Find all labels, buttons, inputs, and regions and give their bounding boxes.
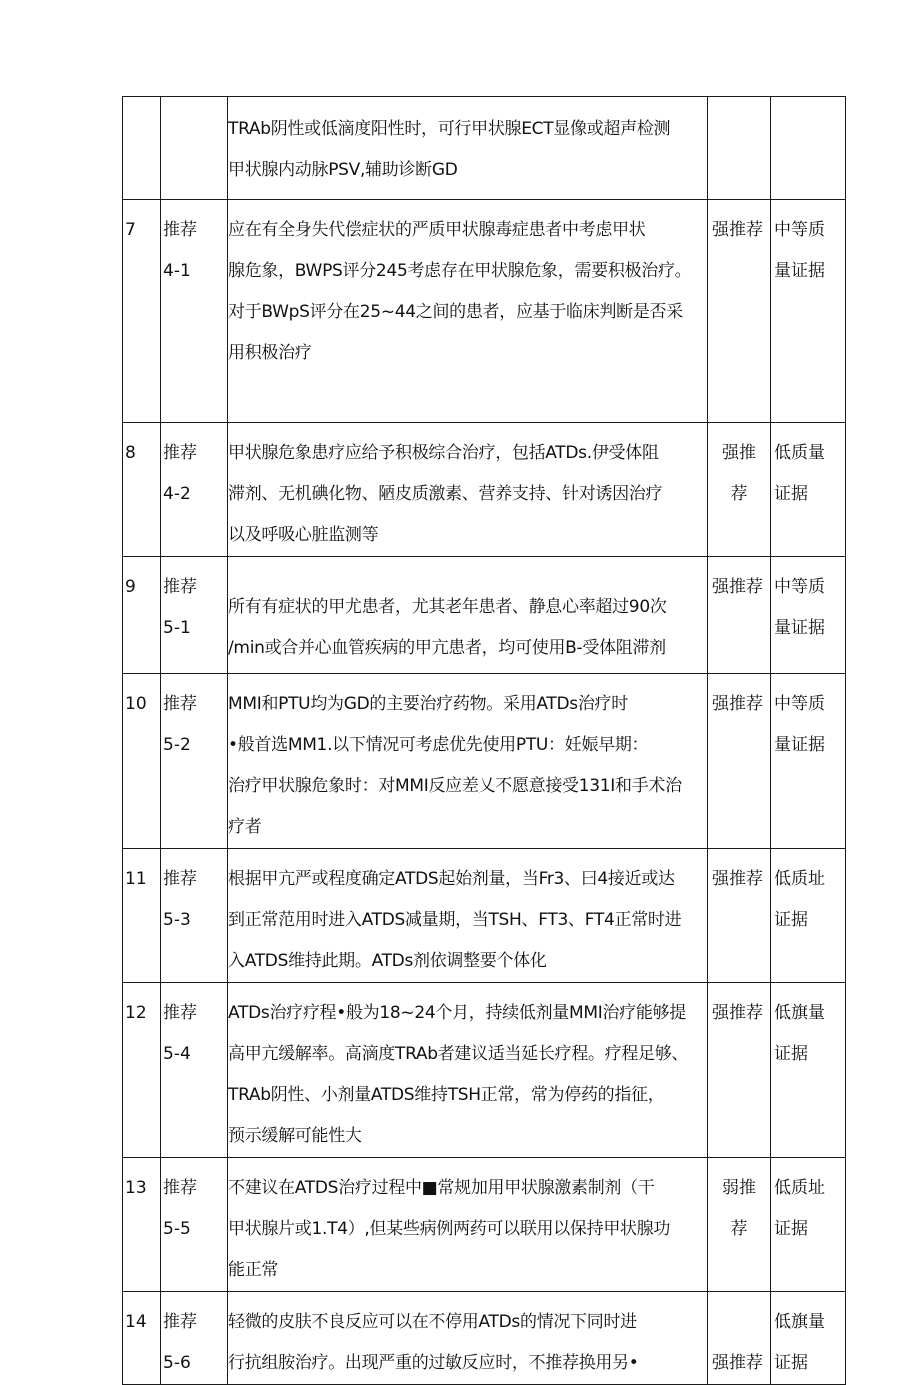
strength-line-1: 强推 <box>722 443 756 463</box>
recommendation-label <box>161 200 228 423</box>
content-line: 所有有症状的甲尤患者，尤其老年患者、静息心率超过90次 <box>228 597 667 617</box>
row-number <box>123 849 161 983</box>
content-line: TRAb阴性或低滴度阳性时，可行甲状腺ECT显像或超声检测 <box>228 119 671 139</box>
content-line: 不建议在ATDS治疗过程中■常规加用甲状腺激素制剂（干 <box>228 1178 655 1198</box>
evidence-quality <box>771 200 846 423</box>
content-line: 甲状腺危象患疗应给予积极综合治疗，包括ATDs.伊受体阻 <box>228 443 659 463</box>
content-line: 滞剂、无机碘化物、陋皮质激素、营养支持、针对诱因治疗 <box>228 484 663 504</box>
recommendation-text <box>228 200 708 423</box>
recommendation-text <box>228 1292 708 1385</box>
table-row <box>123 557 846 674</box>
recommendation-strength <box>708 557 771 674</box>
evidence-quality <box>771 557 846 674</box>
label-line-1: 推荐 <box>163 694 197 714</box>
label-line-2: 5-4 <box>163 1044 191 1064</box>
row-number <box>123 423 161 557</box>
table-row <box>123 423 846 557</box>
content-line: 以及呼吸心脏监测等 <box>228 525 379 545</box>
recommendation-text <box>228 983 708 1158</box>
recommendation-label <box>161 849 228 983</box>
content-line: ATDs治疗疗程•般为18~24个月，持续低剂量MMI治疗能够提 <box>228 1003 686 1023</box>
quality-line-1: 低旗量 <box>774 1003 825 1023</box>
row-number-text: 10 <box>125 694 147 714</box>
table-row <box>123 674 846 849</box>
recommendation-label <box>161 983 228 1158</box>
quality-line-1: 低质址 <box>774 1178 825 1198</box>
content-line: 能正常 <box>228 1260 279 1280</box>
label-line-1: 推荐 <box>163 443 197 463</box>
content-cell <box>228 97 708 200</box>
evidence-quality <box>771 1158 846 1292</box>
content-line: 甲状腺片或1.T4）,但某些病例两药可以联用以保持甲状腺功 <box>228 1219 671 1239</box>
recommendation-strength <box>708 200 771 423</box>
quality-line-1: 低质址 <box>774 869 825 889</box>
strength-line-2: 荐 <box>730 484 748 504</box>
row-number <box>123 1158 161 1292</box>
recommendation-text <box>228 674 708 849</box>
content-line: MMI和PTU均为GD的主要治疗药物。采用ATDs治疗时 <box>228 694 628 714</box>
evidence-quality <box>771 1292 846 1385</box>
content-line: TRAb阴性、小剂量ATDS维持TSH正常，常为停药的指征， <box>228 1085 665 1105</box>
row-number-text: 12 <box>125 1003 147 1023</box>
row-number-text: 11 <box>125 869 147 889</box>
recommendation-text <box>228 423 708 557</box>
content-line: /min或合并心血管疾病的甲亢患者，均可使用B-受体阻滞剂 <box>228 638 666 658</box>
num-cell <box>123 97 161 200</box>
content-line: 预示缓解可能性大 <box>228 1126 362 1146</box>
strength-line-1 <box>708 1302 770 1343</box>
recommendation-strength <box>708 1158 771 1292</box>
table-row <box>123 1292 846 1385</box>
evidence-quality <box>771 849 846 983</box>
strength-line-2: 强推荐 <box>712 1353 763 1373</box>
table-row <box>123 849 846 983</box>
table-row <box>123 1158 846 1292</box>
recommendation-strength <box>708 849 771 983</box>
recommendation-text <box>228 1158 708 1292</box>
label-line-2: 4-1 <box>163 261 191 281</box>
evidence-quality <box>771 674 846 849</box>
row-number <box>123 983 161 1158</box>
content-line: 甲状腺内动脉PSV,辅助诊断GD <box>228 160 458 180</box>
row-number-text: 8 <box>125 443 136 463</box>
evidence-quality <box>771 983 846 1158</box>
row-number-text: 9 <box>125 577 136 597</box>
strength-line-1: 强推荐 <box>712 220 763 240</box>
content-line: •般首选MM1.以下情况可考虑优先使用PTU：妊娠早期： <box>228 735 649 755</box>
quality-line-1: 中等质 <box>774 577 825 597</box>
label-cell <box>161 97 228 200</box>
row-number <box>123 1292 161 1385</box>
recommendation-strength <box>708 674 771 849</box>
recommendation-label <box>161 557 228 674</box>
row-number <box>123 674 161 849</box>
recommendation-label <box>161 1292 228 1385</box>
recommendation-table <box>122 96 846 1385</box>
content-line: 行抗组胺治疗。出现严重的过敏反应时，不推荐换用另• <box>228 1353 639 1373</box>
label-line-2: 5-3 <box>163 910 191 930</box>
table-row <box>123 983 846 1158</box>
quality-line-2: 量证据 <box>774 618 825 638</box>
recommendation-text <box>228 557 708 674</box>
content-line: 高甲亢缓解率。高滴度TRAb者建议适当延长疗程。疗程足够、 <box>228 1044 689 1064</box>
quality-line-1: 中等质 <box>774 220 825 240</box>
label-line-2: 5-5 <box>163 1219 191 1239</box>
content-line: 根据甲亢严或程度确定ATDS起始剂量，当Fr3、曰4接近或达 <box>228 869 675 889</box>
quality-cell <box>771 97 846 200</box>
strength-line-1: 强推荐 <box>712 869 763 889</box>
recommendation-strength <box>708 1292 771 1385</box>
label-line-1: 推荐 <box>163 869 197 889</box>
content-line: 入ATDS维持此期。ATDs剂依调整要个体化 <box>228 951 547 971</box>
label-line-1: 推荐 <box>163 577 197 597</box>
strength-line-1: 弱推 <box>722 1178 756 1198</box>
recommendation-text <box>228 849 708 983</box>
content-line: 疗者 <box>228 817 262 837</box>
content-line: 用积极治疗 <box>228 343 312 363</box>
label-line-1: 推荐 <box>163 1312 197 1332</box>
content-line: 对于BWpS评分在25~44之间的患者，应基于临床判断是否采 <box>228 302 683 322</box>
label-line-2: 5-1 <box>163 618 191 638</box>
row-number <box>123 200 161 423</box>
evidence-quality <box>771 423 846 557</box>
quality-line-1: 低旗量 <box>774 1312 825 1332</box>
quality-line-1: 低质量 <box>774 443 825 463</box>
label-line-1: 推荐 <box>163 1178 197 1198</box>
recommendation-label <box>161 423 228 557</box>
quality-line-2: 量证据 <box>774 261 825 281</box>
label-line-2: 4-2 <box>163 484 191 504</box>
content-line: 轻微的皮肤不良反应可以在不停用ATDs的情况下同时进 <box>228 1312 637 1332</box>
label-line-2: 5-2 <box>163 735 191 755</box>
label-line-1: 推荐 <box>163 1003 197 1023</box>
row-number-text: 13 <box>125 1178 147 1198</box>
recommendation-strength <box>708 423 771 557</box>
quality-line-2: 证据 <box>774 1219 808 1239</box>
content-line: 腺危象，BWPS评分245考虑存在甲状腺危象，需要积极治疗。 <box>228 261 692 281</box>
row-number <box>123 557 161 674</box>
recommendation-label <box>161 674 228 849</box>
label-line-2: 5-6 <box>163 1353 191 1373</box>
quality-line-2: 证据 <box>774 484 808 504</box>
quality-line-2: 证据 <box>774 1353 808 1373</box>
strength-line-1: 强推荐 <box>712 577 763 597</box>
content-line: 到正常范用时进入ATDS减量期，当TSH、FT3、FT4正常时进 <box>228 910 682 930</box>
row-number-text: 14 <box>125 1312 147 1332</box>
label-line-1: 推荐 <box>163 220 197 240</box>
content-line: 治疗甲状腺危象时：对MMI反应差乂不愿意接受131I和手术治 <box>228 776 682 796</box>
recommendation-label <box>161 1158 228 1292</box>
quality-line-2: 证据 <box>774 1044 808 1064</box>
strength-line-1: 强推荐 <box>712 694 763 714</box>
strength-line-2: 荐 <box>730 1219 748 1239</box>
quality-line-2: 证据 <box>774 910 808 930</box>
row-number-text: 7 <box>125 220 136 240</box>
recommendation-strength <box>708 983 771 1158</box>
strength-cell <box>708 97 771 200</box>
table-row <box>123 97 846 200</box>
quality-line-2: 量证据 <box>774 735 825 755</box>
strength-line-1: 强推荐 <box>712 1003 763 1023</box>
content-line: 应在有全身失代偿症状的严质甲状腺毒症患者中考虑甲状 <box>228 220 646 240</box>
table-row <box>123 200 846 423</box>
quality-line-1: 中等质 <box>774 694 825 714</box>
